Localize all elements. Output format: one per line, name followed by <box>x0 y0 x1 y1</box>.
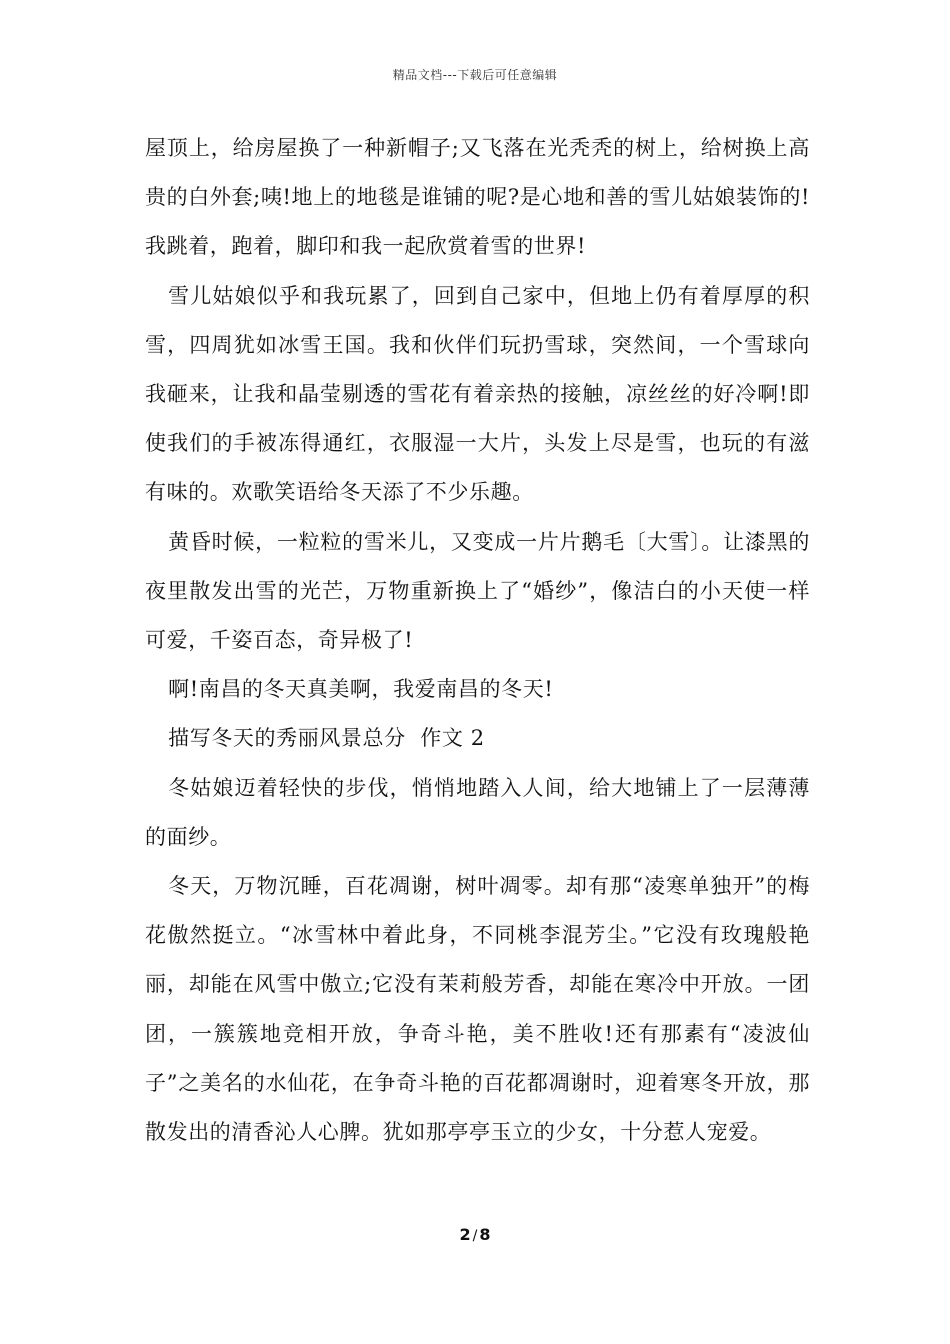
essay-2-title: 描写冬天的秀丽风景总分 作文 2 <box>168 726 485 751</box>
current-page-number: 2 <box>459 1225 471 1244</box>
paragraph-continuation: 屋顶上，给房屋换了一种新帽子;又飞落在光秃秃的树上，给树换上高贵的白外套;咦!地上的地毯是谁铺的呢?是心地和善的雪儿姑娘装饰的!我跳着，跑着，脚印和我一起欣赏着雪的世界! <box>145 136 810 259</box>
paragraph-snowball-play: 雪儿姑娘似乎和我玩累了，回到自己家中，但地上仍有着厚厚的积雪，四周犹如冰雪王国。我和伙伴们玩扔雪球，突然间，一个雪球向我砸来，让我和晶莹剔透的雪花有着亲热的接触，凉丝丝的好冷啊!即使我们的手被冻得通红，衣服湿一大片，头发上尽是雪，也玩的有滋有味的。欢歌笑语给冬天添了不少乐趣。 <box>145 283 810 505</box>
paragraph-winter-maiden: 冬姑娘迈着轻快的步伐，悄悄地踏入人间，给大地铺上了一层薄薄的面纱。 <box>145 775 810 849</box>
total-page-count: 8 <box>479 1225 491 1244</box>
paragraph-nanchang-winter: 啊!南昌的冬天真美啊，我爱南昌的冬天! <box>168 677 554 702</box>
paragraph-dusk-snow: 黄昏时候，一粒粒的雪米儿，又变成一片片鹅毛〔大雪〕。让漆黑的夜里散发出雪的光芒，万物重新换上了“婚纱”，像洁白的小天使一样可爱，千姿百态，奇异极了! <box>145 529 810 653</box>
page-separator: / <box>472 1228 478 1244</box>
page-header: 精品文档---下载后可任意编辑 <box>392 68 558 82</box>
page-number <box>0 1225 950 1244</box>
document-body <box>145 124 810 1157</box>
paragraph-plum-narcissus: 冬天，万物沉睡，百花凋谢，树叶凋零。却有那“凌寒单独开”的梅花傲然挺立。“冰雪林中着此身，不同桃李混芳尘。”它没有玫瑰般艳丽，却能在风雪中傲立;它没有茉莉般芳香，却能在寒冷中开放。一团团，一簇簇地竞相开放，争奇斗艳，美不胜收!还有那素有“凌波仙子”之美名的水仙花，在争奇斗艳的百花都凋谢时，迎着寒冬开放，那散发出的清香沁人心脾。犹如那亭亭玉立的少女，十分惹人宠爱。 <box>145 874 810 1145</box>
